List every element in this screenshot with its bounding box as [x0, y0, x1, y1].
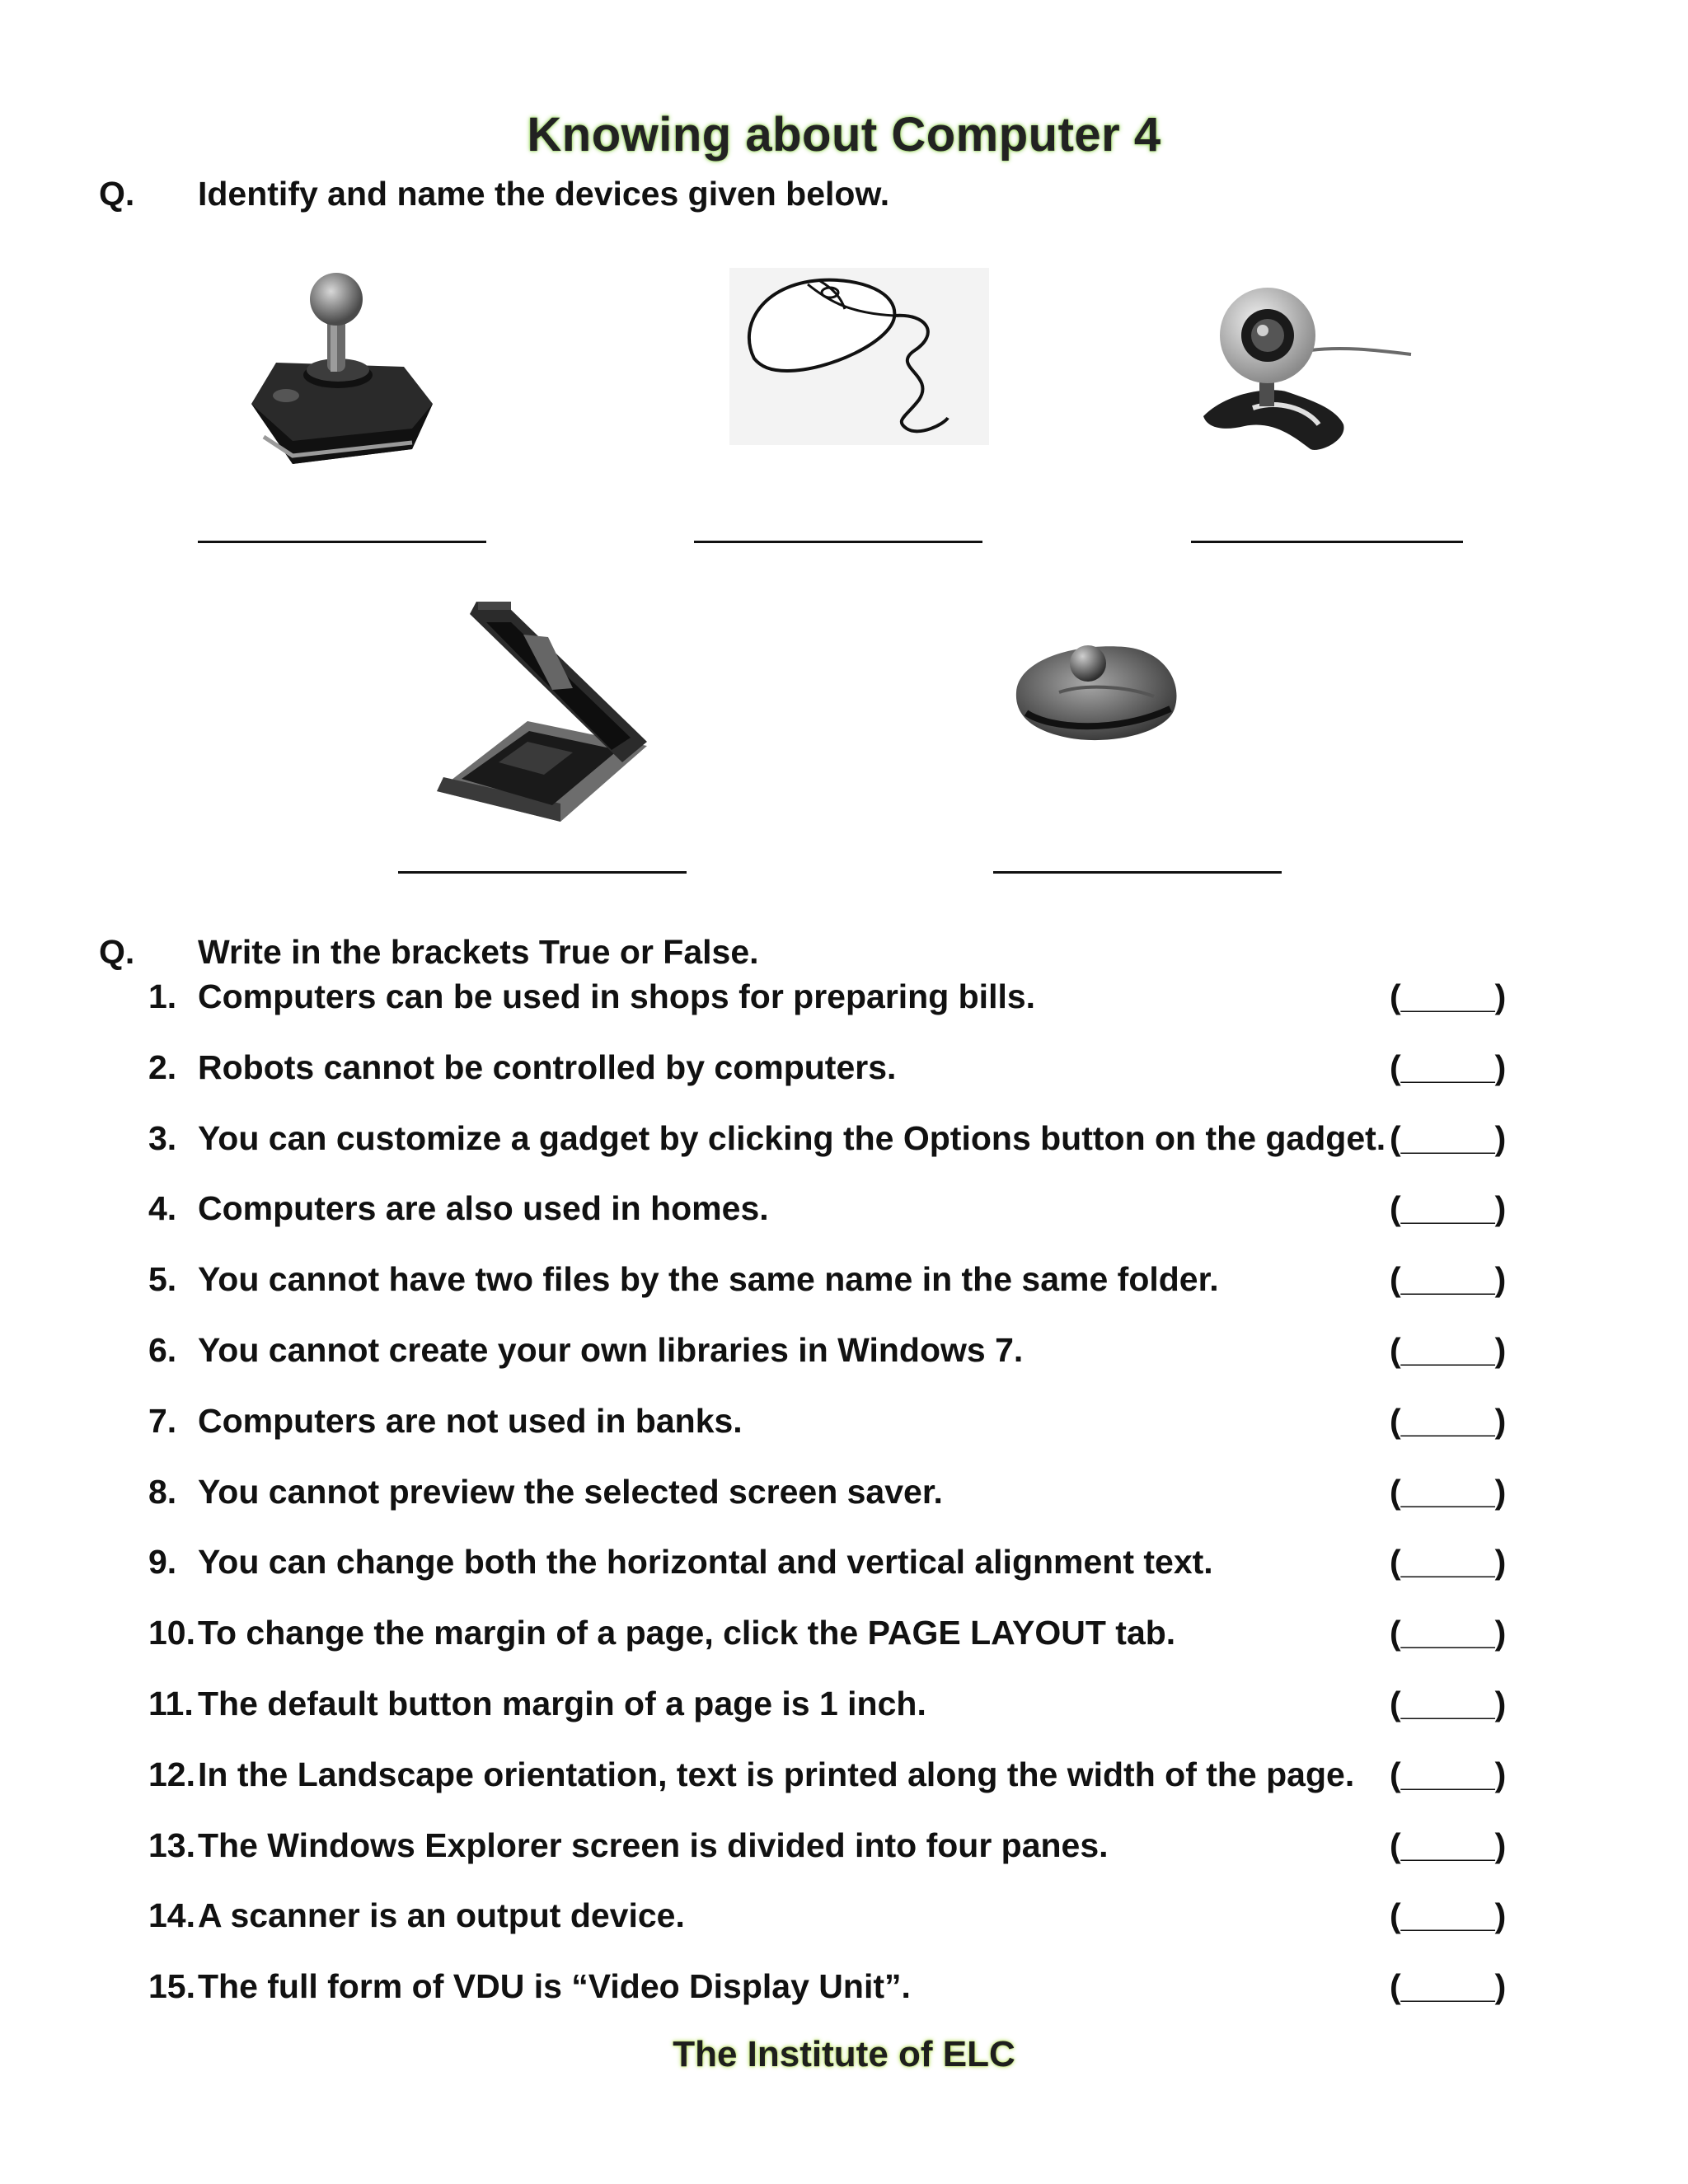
trackball-icon [1010, 635, 1183, 750]
answer-bracket[interactable]: (_____) [1390, 1473, 1507, 1511]
answer-bracket[interactable]: (_____) [1390, 1614, 1507, 1652]
question-2-label: Q. [99, 933, 135, 971]
statement-row [0, 1543, 1688, 1592]
statement-number: 15. [148, 1967, 195, 2005]
statement-row [0, 1119, 1688, 1169]
answer-bracket[interactable]: (_____) [1390, 1967, 1507, 2005]
statement-number: 1. [148, 977, 177, 1015]
statement-row [0, 1331, 1688, 1380]
statement-text: You cannot create your own libraries in Windows 7. [198, 1331, 1024, 1369]
statement-text: Robots cannot be controlled by computers. [198, 1048, 897, 1086]
statement-text: You can change both the horizontal and vertical alignment text. [198, 1543, 1213, 1581]
question-1-label: Q. [99, 175, 135, 213]
footer-institute: The Institute of ELC [673, 2034, 1015, 2074]
statement-number: 8. [148, 1473, 177, 1511]
statement-number: 6. [148, 1331, 177, 1369]
statement-number: 11. [148, 1685, 194, 1722]
statement-row [0, 1685, 1688, 1734]
statement-number: 5. [148, 1260, 177, 1298]
statement-text: The default button margin of a page is 1 inch. [198, 1685, 926, 1722]
statement-row [0, 1048, 1688, 1098]
question-2-instruction: Write in the brackets True or False. [198, 933, 759, 971]
mouse-icon [729, 268, 989, 445]
answer-bracket[interactable]: (_____) [1390, 1543, 1507, 1581]
statement-text: The full form of VDU is “Video Display Unit”. [198, 1967, 911, 2005]
answer-bracket[interactable]: (_____) [1390, 1402, 1507, 1440]
statement-number: 9. [148, 1543, 177, 1581]
answer-bracket[interactable]: (_____) [1390, 1331, 1507, 1369]
statement-text: Computers are not used in banks. [198, 1402, 743, 1440]
question-1-instruction: Identify and name the devices given below. [198, 175, 890, 213]
answer-bracket[interactable]: (_____) [1390, 1260, 1507, 1298]
statement-number: 7. [148, 1402, 177, 1440]
answer-bracket[interactable]: (_____) [1390, 1189, 1507, 1227]
statement-row [0, 1402, 1688, 1451]
statement-row [0, 1967, 1688, 2017]
statement-number: 14. [148, 1896, 195, 1934]
statement-text: You can customize a gadget by clicking the Options button on the gadget. [198, 1119, 1386, 1157]
statement-text: In the Landscape orientation, text is printed along the width of the page. [198, 1755, 1355, 1793]
answer-bracket[interactable]: (_____) [1390, 977, 1507, 1015]
answer-bracket[interactable]: (_____) [1390, 1685, 1507, 1722]
statement-text: You cannot preview the selected screen saver. [198, 1473, 943, 1511]
statement-row [0, 1189, 1688, 1239]
answer-line-trackball[interactable] [993, 871, 1282, 874]
statement-row [0, 1755, 1688, 1805]
statement-number: 3. [148, 1119, 177, 1157]
answer-bracket[interactable]: (_____) [1390, 1826, 1507, 1864]
statement-row [0, 1826, 1688, 1876]
statement-number: 12. [148, 1755, 195, 1793]
answer-line-mouse[interactable] [694, 541, 982, 543]
statement-row [0, 977, 1688, 1027]
answer-line-webcam[interactable] [1191, 541, 1463, 543]
webcam-icon [1195, 284, 1418, 457]
statement-number: 4. [148, 1189, 177, 1227]
statement-row [0, 1896, 1688, 1946]
answer-bracket[interactable]: (_____) [1390, 1048, 1507, 1086]
statement-text: A scanner is an output device. [198, 1896, 685, 1934]
answer-line-joystick[interactable] [198, 541, 486, 543]
statement-row [0, 1614, 1688, 1663]
answer-bracket[interactable]: (_____) [1390, 1119, 1507, 1157]
statement-text: To change the margin of a page, click the PAGE LAYOUT tab. [198, 1614, 1176, 1652]
answer-bracket[interactable]: (_____) [1390, 1896, 1507, 1934]
statement-number: 2. [148, 1048, 177, 1086]
statement-row [0, 1473, 1688, 1522]
statement-text: Computers are also used in homes. [198, 1189, 769, 1227]
statement-text: The Windows Explorer screen is divided into four panes. [198, 1826, 1109, 1864]
page-title: Knowing about Computer 4 [527, 108, 1161, 162]
statement-number: 13. [148, 1826, 195, 1864]
statement-row [0, 1260, 1688, 1310]
statement-number: 10. [148, 1614, 195, 1652]
statement-text: You cannot have two files by the same name in the same folder. [198, 1260, 1219, 1298]
joystick-icon [243, 268, 441, 470]
statement-text: Computers can be used in shops for preparing bills. [198, 977, 1036, 1015]
answer-line-scanner[interactable] [398, 871, 687, 874]
scanner-icon [429, 598, 651, 824]
answer-bracket[interactable]: (_____) [1390, 1755, 1507, 1793]
